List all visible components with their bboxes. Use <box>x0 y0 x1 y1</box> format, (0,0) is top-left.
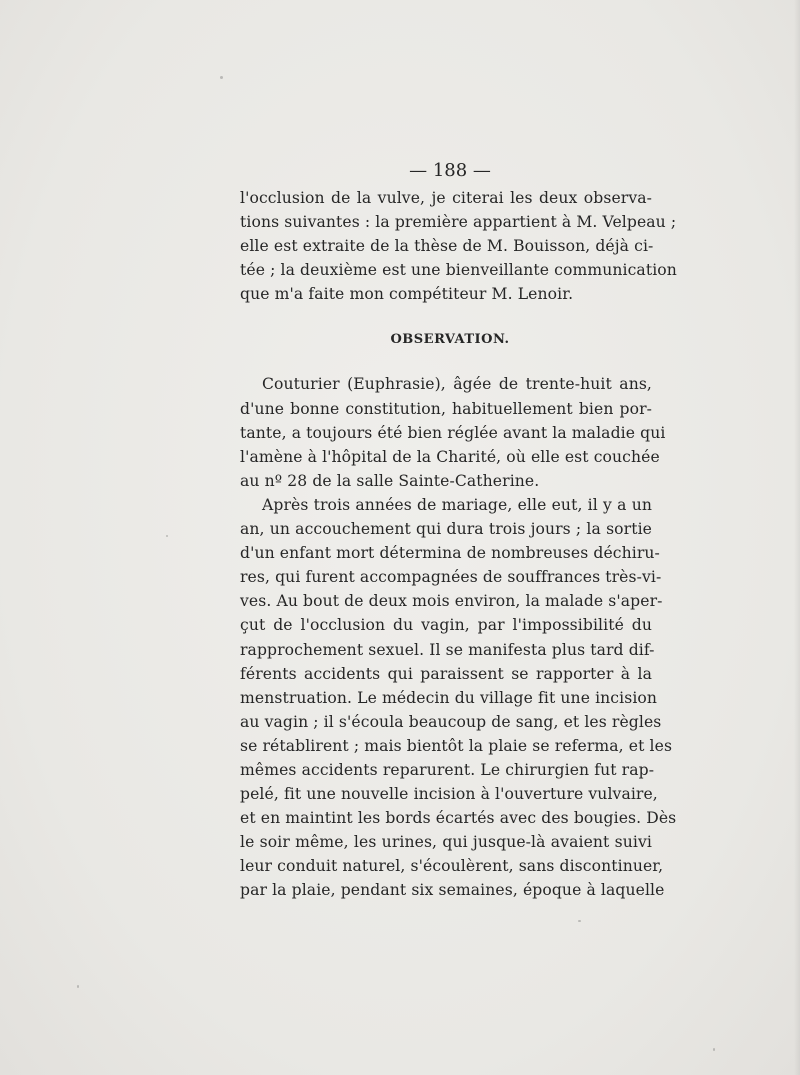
paper-speck <box>166 535 168 537</box>
text-line: ves. Au bout de deux mois environ, la malade s'aper- <box>240 592 663 611</box>
paragraph-history <box>240 493 677 903</box>
page-text <box>240 156 677 903</box>
text-line: que m'a faite mon compétiteur M. Lenoir. <box>240 285 574 304</box>
text-line: res, qui furent accompagnées de souffrances très-vi- <box>240 568 662 587</box>
text-line: et en maintint les bords écartés avec des bougies. Dès <box>240 809 677 828</box>
text-line: l'occlusion de la vulve, je citerai les deux observa- <box>240 189 652 207</box>
text-line: leur conduit naturel, s'écoulèrent, sans discontinuer, <box>240 857 664 876</box>
text-line: menstruation. Le médecin du village fit une incision <box>240 688 658 707</box>
text-line: pelé, fit une nouvelle incision à l'ouverture vulvaire, <box>240 785 658 804</box>
text-line: Couturier (Euphrasie), âgée de trente-huit ans, <box>262 375 652 394</box>
text-line: d'un enfant mort détermina de nombreuses déchiru- <box>240 544 660 563</box>
page-edge-shadow <box>794 0 800 1075</box>
text-line: au nº 28 de la salle Sainte-Catherine. <box>240 471 540 490</box>
text-line: d'une bonne constitution, habituellement bien por- <box>240 399 652 418</box>
text-line: férents accidents qui paraissent se rapporter à la <box>240 664 652 683</box>
section-heading: OBSERVATION. <box>390 332 510 348</box>
paragraph-patient <box>240 372 666 492</box>
text-line: Après trois années de mariage, elle eut, il y a un <box>262 495 652 514</box>
text-line: par la plaie, pendant six semaines, époque à laquelle <box>240 881 665 900</box>
text-line: le soir même, les urines, qui jusque-là avaient suivi <box>240 833 652 852</box>
paper-speck <box>220 76 223 79</box>
page-number: — 188 — <box>409 160 491 181</box>
text-line: tante, a toujours été bien réglée avant la maladie qui <box>240 423 666 442</box>
text-line: an, un accouchement qui dura trois jours ; la sortie <box>240 520 652 539</box>
text-line: au vagin ; il s'écoula beaucoup de sang, et les règles <box>240 712 662 731</box>
text-line: l'amène à l'hôpital de la Charité, où elle est couchée <box>240 447 660 466</box>
text-line: se rétablirent ; mais bientôt la plaie se referma, et les <box>240 736 673 755</box>
text-line: tions suivantes : la première appartient à M. Velpeau ; <box>240 213 677 232</box>
paper-speck <box>77 985 79 988</box>
text-line: rapprochement sexuel. Il se manifesta plus tard dif- <box>240 640 655 659</box>
paper-speck <box>578 920 581 922</box>
paragraph-intro <box>240 186 677 306</box>
text-line: elle est extraite de la thèse de M. Bouisson, déjà ci- <box>240 237 654 256</box>
text-line: tée ; la deuxième est une bienveillante communication <box>240 261 677 280</box>
text-line: mêmes accidents reparurent. Le chirurgien fut rap- <box>240 760 655 779</box>
paper-speck <box>713 1048 715 1051</box>
text-line: çut de l'occlusion du vagin, par l'impossibilité du <box>240 616 652 635</box>
